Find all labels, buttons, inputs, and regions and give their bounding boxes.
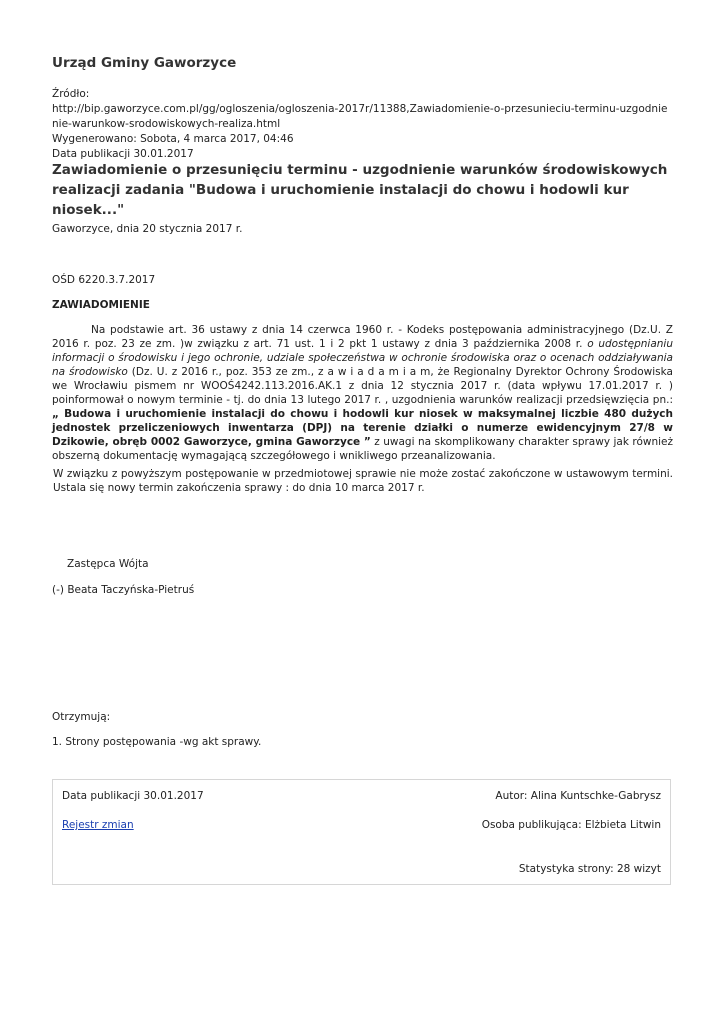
notice-paragraph-2: W związku z powyższym postępowanie w przedmiotowej sprawie nie może zostać zakończone w ustawowym termini. Ustala się nowy termin zakończenia sprawy : do dnia 10 marca 2017 r. xyxy=(53,468,673,494)
recipients-label: Otrzymują: xyxy=(52,711,111,723)
notice-paragraph-1 xyxy=(52,323,673,463)
project-name: „ Budowa i uruchomienie instalacji do chowu i hodowli kur niosek w maksymalnej liczbie 480 dużych jednostek przeliczeniowych inwentarza (DPJ) na terenie działki o numerze ewidencyjnym 27/8 w Dzikowie, obręb 0002 Gaworzyce, gmina Gaworzyce ” xyxy=(52,408,673,448)
document-title: Zawiadomienie o przesunięciu terminu - uzgodnienie warunków środowiskowych realizacji zadania "Budowa i uruchomienie instalacji do chowu i hodowli kur niosek..." xyxy=(52,162,668,218)
paragraph-text: Na podstawie art. 36 ustawy z dnia 14 czerwca 1960 r. - Kodeks postępowania administracyjnego (Dz.U. Z 2016 r. poz. 23 ze zm. )w związku z art. 71 ust. 1 i 2 pkt 1 ustawy z dnia 3 października 2008 r. xyxy=(52,324,673,350)
page-stats: Statystyka strony: 28 wizyt xyxy=(518,863,661,875)
act-title: o udostępnianiu informacji o środowisku i jego ochronie, udziale społeczeństwa w ochronie środowiska oraz o ocenach oddziaływania na środowisko xyxy=(52,338,674,378)
source-label: Źródło: xyxy=(52,88,90,100)
publication-date: Data publikacji 30.01.2017 xyxy=(52,148,194,160)
generated-timestamp: Wygenerowano: Sobota, 4 marca 2017, 04:46 xyxy=(52,133,294,145)
paragraph-text: z uwagi na skomplikowany charakter sprawy jak również obszerną dokumentację wymagającą szczegółowego i wnikliwego przeanalizowania. xyxy=(52,436,674,462)
footer-publication-date: Data publikacji 30.01.2017 xyxy=(62,790,204,802)
signer-title: Zastępca Wójta xyxy=(67,558,149,570)
source-meta xyxy=(52,87,673,162)
publication-footer xyxy=(52,779,671,885)
paragraph-text: (Dz. U. z 2016 r., poz. 353 ze zm., z a w i a d a m i a m, że Regionalny Dyrektor Ochrony Środowiska we Wrocławiu pismem nr WOOŚ4242.113.2016.AK.1 z dnia 12 stycznia 2017 r. (data wpływu 17.01.2017 r. ) poinformował o nowym terminie - tj. do dnia 13 lutego 2017 r. , uzgodnienia warunków realizacji przedsięwzięcia pn.: xyxy=(52,366,673,406)
footer-author: Autor: Alina Kuntschke-Gabrysz xyxy=(495,790,661,802)
recipient-item: 1. Strony postępowania -wg akt sprawy. xyxy=(52,736,262,748)
footer-publisher: Osoba publikująca: Elżbieta Litwin xyxy=(481,819,661,831)
notice-heading: ZAWIADOMIENIE xyxy=(52,299,150,311)
source-url: http://bip.gaworzyce.com.pl/gg/ogloszenia/ogloszenia-2017r/11388,Zawiadomienie-o-przesunieciu-terminu-uzgodnienie-warunkow-srodowiskowych-realiza.html xyxy=(52,103,668,130)
reference-number: OŚD 6220.3.7.2017 xyxy=(52,274,156,286)
organization-title: Urząd Gminy Gaworzyce xyxy=(52,55,237,71)
signer-name: (-) Beata Taczyńska-Pietruś xyxy=(52,584,195,596)
place-date: Gaworzyce, dnia 20 stycznia 2017 r. xyxy=(52,223,243,235)
changelog-link[interactable]: Rejestr zmian xyxy=(62,819,134,831)
